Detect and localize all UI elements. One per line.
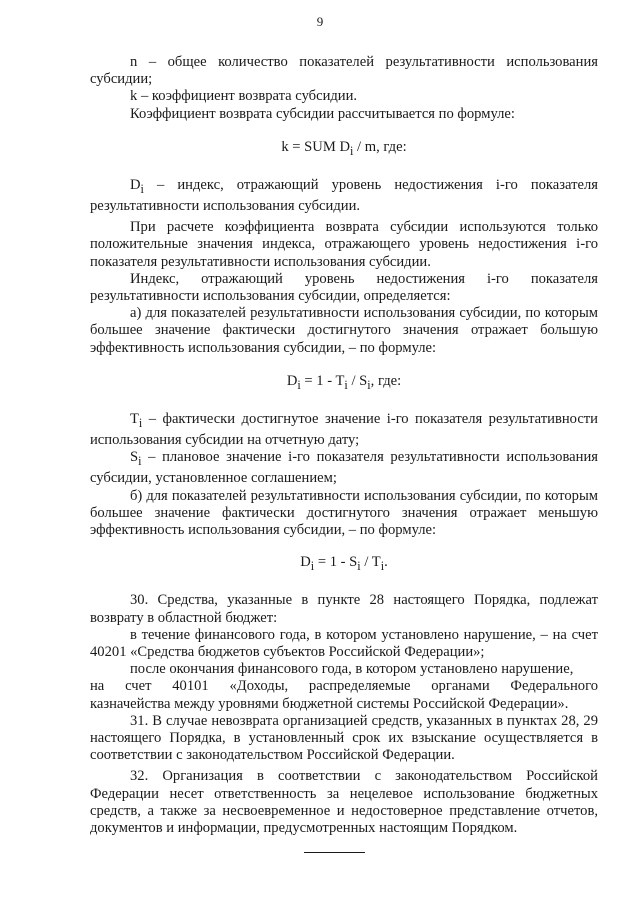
- formula-b: [90, 554, 598, 575]
- clause-31: 31. В случае невозврата организацией средств, указанных в пунктах 28, 29 настоящего Порядка, в установленный срок их взыскание осуществляется в соответствии с законодательством Российской Федерации.: [90, 712, 598, 764]
- ti-symbol: T: [130, 410, 139, 427]
- formula-k-tail: / m, где:: [353, 138, 407, 155]
- clause-32: 32. Организация в соответствии с законодательством Российской Федерации несет ответственность за нецелевое использование бюджетных средств, а также за несвоевременное и недостоверное представление отчетов, документов и информации, предусмотренных настоящим Порядком.: [90, 768, 598, 836]
- clause-30-after-year-line3: казначейства между уровнями бюджетной системы Российской Федерации».: [90, 695, 569, 712]
- di-subscript: i: [140, 181, 144, 196]
- index-definition-paragraph: Индекс, отражающий уровень недостижения i-го показателя результативности использования субсидии, определяется:: [90, 270, 598, 305]
- formula-k: [90, 139, 598, 160]
- k-definition: k – коэффициент возврата субсидии.: [130, 88, 358, 105]
- formula-a-d: D: [286, 372, 298, 389]
- di-definition: [90, 177, 598, 215]
- formula-b-s: = 1 - S: [314, 554, 358, 571]
- formula-a-t: = 1 - T: [300, 372, 345, 389]
- formula-a-tail: , где:: [370, 372, 402, 389]
- case-a-paragraph: а) для показателей результативности использования субсидии, по которым большее значение фактически достигнутого значения отражает большую эффективность использования субсидии, – по формуле:: [90, 305, 598, 356]
- k-formula-intro: Коэффициент возврата субсидии рассчитывается по формуле:: [130, 105, 515, 122]
- si-subscript: i: [138, 454, 142, 469]
- formula-b-d-sub: i: [310, 559, 315, 574]
- ti-subscript: i: [138, 415, 143, 430]
- formula-k-subscript: i: [350, 143, 354, 158]
- ti-definition: [90, 411, 598, 449]
- page-body: [90, 54, 598, 837]
- di-symbol: D: [130, 176, 141, 193]
- ti-description: – фактически достигнутое значение i-го показателя результативности использования субсидии на отчетную дату;: [90, 410, 598, 449]
- formula-b-d: D: [300, 554, 311, 571]
- si-description: – плановое значение i-го показателя результативности использования субсидии, установленное соглашением;: [90, 449, 598, 487]
- di-description: – индекс, отражающий уровень недостижения i-го показателя результативности использования субсидии.: [90, 176, 598, 215]
- formula-a-s-sub: i: [367, 377, 371, 392]
- formula-k-main: k = SUM D: [281, 138, 351, 155]
- clause-30-during-year: в течение финансового года, в котором установлено нарушение, – на счет 40201 «Средства бюджетов субъектов Российской Федерации»;: [90, 626, 598, 660]
- page-number: 9: [316, 14, 324, 29]
- case-b-paragraph: б) для показателей результативности использования субсидии, по которым большее значение фактически достигнутого значения отражает меньшую эффективность использования субсидии, – по формуле:: [90, 487, 598, 538]
- formula-a-t-sub: i: [344, 377, 348, 392]
- n-definition: n – общее количество показателей результативности использования субсидии;: [90, 54, 598, 88]
- formula-a-s: / S: [347, 372, 368, 389]
- si-symbol: S: [130, 449, 139, 466]
- formula-b-s-sub: i: [357, 559, 361, 574]
- clause-30-after-year-line2: на счет 40101 «Доходы, распределяемые органами Федерального: [90, 678, 598, 695]
- formula-a: [90, 373, 598, 394]
- positive-values-paragraph: При расчете коэффициента возврата субсидии используются только положительные значения индекса, отражающего уровень недостижения i-го показателя результативности использования субсидии.: [90, 219, 598, 270]
- clause-30: 30. Средства, указанные в пункте 28 настоящего Порядка, подлежат возврату в областной бюджет:: [90, 592, 598, 626]
- formula-b-t-sub: i: [380, 559, 385, 574]
- end-of-page-rule: [304, 852, 365, 853]
- formula-b-tail: .: [384, 554, 388, 571]
- clause-30-after-year-line1: после окончания финансового года, в котором установлено нарушение,: [130, 661, 574, 678]
- formula-a-d-sub: i: [297, 377, 301, 392]
- si-definition: [90, 449, 598, 487]
- formula-b-t: / T: [360, 554, 381, 571]
